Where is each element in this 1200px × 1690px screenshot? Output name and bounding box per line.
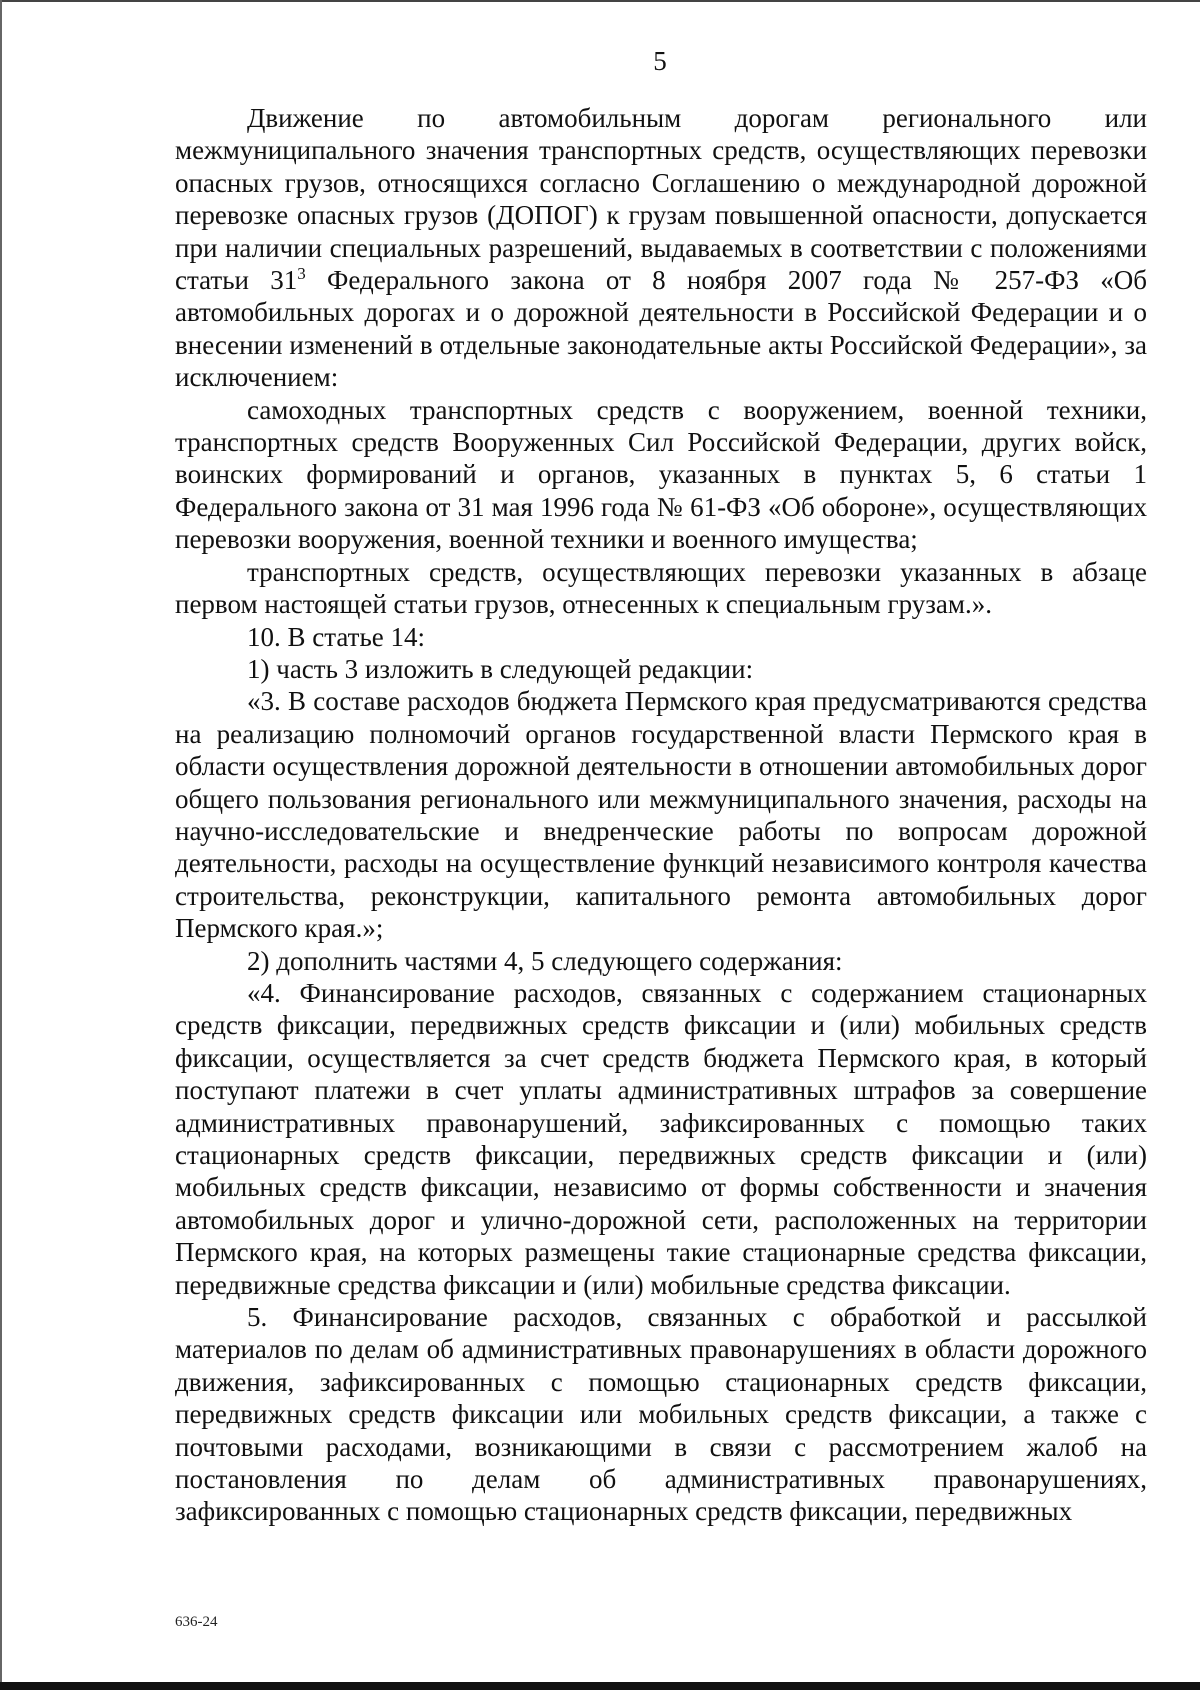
scan-bottom-edge bbox=[0, 1682, 1200, 1690]
document-code: 636-24 bbox=[175, 1614, 218, 1630]
paragraph-financing-part-5: 5. Финансирование расходов, связанных с обработкой и рассылкой материалов по делам об административных правонарушениях в области дорожного движения, зафиксированных с помощью стационарных средств фиксации, передвижных средств фиксации или мобильных средств фиксации, а также с почтовыми расходами, возникающими в связи с рассмотрением жалоб на постановления по делам об административных правонарушениях, зафиксированных с помощью стационарных средств фиксации, передвижных bbox=[175, 1302, 1147, 1527]
superscript-article-number: 3 bbox=[297, 264, 306, 284]
paragraph-text: Движение по автомобильным дорогам регионального или межмуниципального значения транспортных средств, осуществляющих перевозки опасных грузов, относящихся согласно Соглашению о международной дорожной перевозке опасных грузов (ДОПОГ) к грузам повышенной опасности, допускается при наличии специальных разрешений, выдаваемых в соответствии с положениями статьи 31 bbox=[175, 103, 1147, 296]
paragraph-financing-part-4: «4. Финансирование расходов, связанных с содержанием стационарных средств фиксации, передвижных средств фиксации и (или) мобильных средств фиксации, осуществляется за счет средств бюджета Пермского края, в который поступают платежи в счет уплаты административных штрафов за совершение административных правонарушений, зафиксированных с помощью таких стационарных средств фиксации, передвижных средств фиксации и (или) мобильных средств фиксации, независимо от формы собственности и значения автомобильных дорог и улично-дорожной сети, расположенных на территории Пермского края, на которых размещены такие стационарные средства фиксации, передвижные средства фиксации и (или) мобильные средства фиксации. bbox=[175, 977, 1147, 1300]
paragraph-article-14: 10. В статье 14: bbox=[247, 621, 426, 652]
scan-left-edge bbox=[0, 0, 2, 1690]
paragraph-text: Федерального закона от 8 ноября 2007 года № 257-ФЗ «Об автомобильных дорогах и о дорожной деятельности в Российской Федерации и о внесении изменений в отдельные законодательные акты Российской Федерации», за исключением: bbox=[175, 265, 1147, 393]
paragraph-part-3-edit: 1) часть 3 изложить в следующей редакции: bbox=[247, 653, 754, 684]
scan-top-edge bbox=[0, 0, 1200, 2]
paragraph-dangerous-goods bbox=[175, 102, 1147, 394]
paragraph-add-parts: 2) дополнить частями 4, 5 следующего содержания: bbox=[247, 945, 843, 976]
page-number: 5 bbox=[653, 46, 667, 76]
paragraph-special-cargo-exception: транспортных средств, осуществляющих перевозки указанных в абзаце первом настоящей статьи грузов, отнесенных к специальным грузам.». bbox=[175, 556, 1147, 620]
document-body bbox=[175, 102, 1147, 1528]
paragraph-military-exception: самоходных транспортных средств с вооружением, военной техники, транспортных средств Вооруженных Сил Российской Федерации, других войск, воинских формирований и органов, указанных в пунктах 5, 6 статьи 1 Федерального закона от 31 мая 1996 года № 61-ФЗ «Об обороне», осуществляющих перевозки вооружения, военной техники и военного имущества; bbox=[175, 394, 1147, 555]
paragraph-budget-part-3: «3. В составе расходов бюджета Пермского края предусматриваются средства на реализацию полномочий органов государственной власти Пермского края в области осуществления дорожной деятельности в отношении автомобильных дорог общего пользования регионального или межмуниципального значения, расходы на научно-исследовательские и внедренческие работы по вопросам дорожной деятельности, расходы на осуществление функций независимого контроля качества строительства, реконструкции, капитального ремонта автомобильных дорог Пермского края.»; bbox=[175, 686, 1147, 944]
